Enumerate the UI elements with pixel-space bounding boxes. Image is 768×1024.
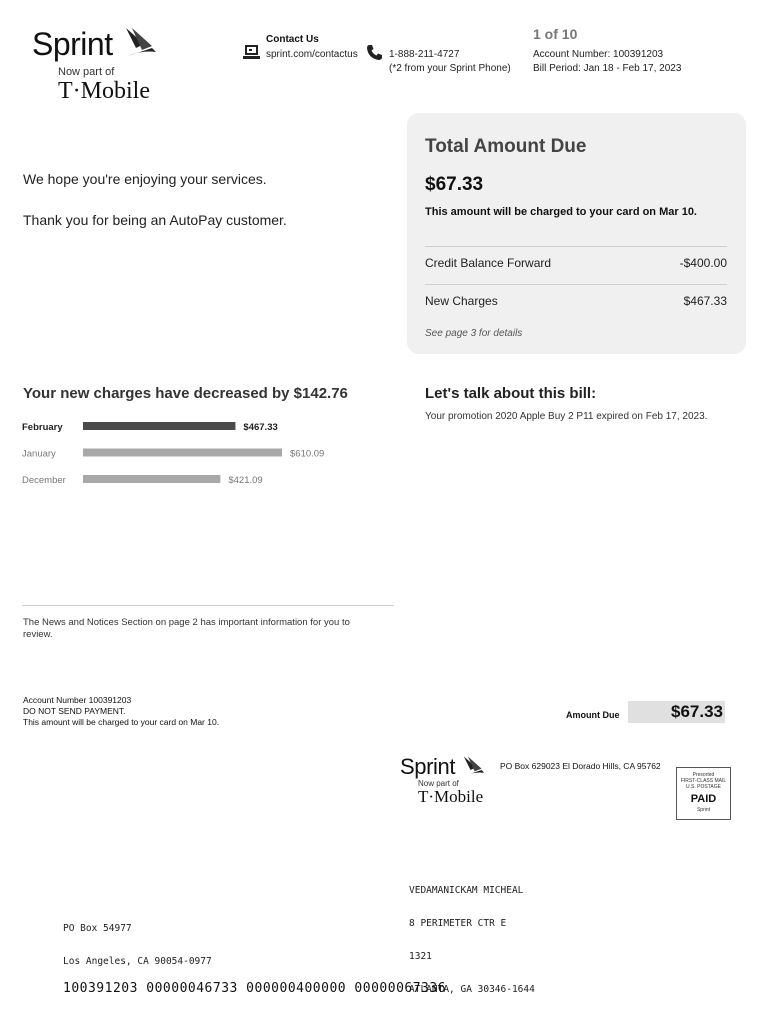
return-address <box>63 901 212 978</box>
amount-due-box <box>628 701 725 723</box>
stub-account-number: Account Number 100391203 <box>23 695 132 705</box>
divider <box>425 284 727 285</box>
news-notice: The News and Notices Section on page 2 has important information for you to review. <box>23 617 350 640</box>
recipient-line: 8 PERIMETER CTR E <box>409 918 507 929</box>
greeting-line-2: Thank you for being an AutoPay customer. <box>23 212 287 228</box>
charges-bar-chart <box>20 414 360 494</box>
bar-category-label: January <box>22 448 56 460</box>
return-address-line: Los Angeles, CA 90054-0977 <box>63 956 212 967</box>
postage-presorted: Presorted <box>692 772 715 778</box>
laptop-icon <box>243 44 260 60</box>
bar-category-label: December <box>22 475 66 486</box>
logo-now-part-of: Now part of <box>58 66 115 78</box>
total-title: Total Amount Due <box>425 136 587 157</box>
recipient-line: VEDAMANICKAM MICHEAL <box>409 885 524 896</box>
charges-title: Your new charges have decreased by $142.76 <box>23 385 348 402</box>
promotion-note: Your promotion 2020 Apple Buy 2 P11 expired on Feb 17, 2023. <box>425 411 708 422</box>
bar-january <box>83 449 282 457</box>
recipient-line: ATLANTA, GA 30346-1644 <box>409 984 535 995</box>
stub-charge-note: This amount will be charged to your card on Mar 10. <box>23 717 220 727</box>
postage-us: U.S. POSTAGE <box>686 784 721 790</box>
postage-paid: PAID <box>690 793 717 805</box>
sprint-swoosh-icon <box>461 755 487 781</box>
bill-period: Bill Period: Jan 18 - Feb 17, 2023 <box>533 63 682 74</box>
bar-value-label: $467.33 <box>243 422 278 433</box>
section-divider <box>22 605 394 606</box>
sprint-tmobile-logo-small <box>400 754 490 808</box>
total-amount: $67.33 <box>425 174 484 195</box>
charge-note: This amount will be charged to your card on Mar 10. <box>425 206 697 218</box>
bar-category-label: February <box>22 422 63 433</box>
contact-title: Contact Us <box>266 34 319 45</box>
logo-sprint: Sprint <box>400 754 456 779</box>
amount-due-value: $67.33 <box>671 702 723 721</box>
logo-tmobile: T·Mobile <box>418 787 484 806</box>
sprint-swoosh-icon <box>122 26 160 64</box>
postage-indicia <box>676 767 731 820</box>
divider <box>425 246 727 247</box>
new-charges-label: New Charges <box>425 294 498 308</box>
return-address-line: PO Box 54977 <box>63 923 132 934</box>
contact-url-link[interactable]: sprint.com/contactus <box>266 49 358 60</box>
logo-tmobile: T·Mobile <box>58 78 150 104</box>
see-details-note: See page 3 for details <box>425 328 523 339</box>
total-amount-panel <box>407 113 746 354</box>
bar-december <box>83 475 220 483</box>
logo-sprint: Sprint <box>32 26 113 62</box>
account-number: Account Number: 100391203 <box>533 49 664 60</box>
recipient-line: 1321 <box>409 951 432 962</box>
sender-po-box: PO Box 629023 El Dorado Hills, CA 95762 <box>500 761 661 771</box>
greeting-line-1: We hope you're enjoying your services. <box>23 171 267 187</box>
stub-account-info <box>23 695 219 728</box>
bar-value-label: $421.09 <box>228 475 263 486</box>
sprint-tmobile-logo <box>30 26 165 106</box>
phone-note: (*2 from your Sprint Phone) <box>389 63 511 74</box>
credit-balance-value: -$400.00 <box>679 256 727 270</box>
phone-icon <box>366 44 383 61</box>
phone-number: 1-888-211-4727 <box>389 49 460 60</box>
amount-due-label: Amount Due <box>566 710 620 720</box>
credit-balance-label: Credit Balance Forward <box>425 256 552 270</box>
bar-value-label: $610.09 <box>290 448 325 460</box>
ocr-scan-line: 100391203 00000046733 000000400000 00000067336 <box>63 981 447 996</box>
bar-february <box>83 422 235 430</box>
page-indicator: 1 of 10 <box>533 26 578 42</box>
new-charges-value: $467.33 <box>683 294 727 308</box>
talk-title: Let's talk about this bill: <box>425 385 597 402</box>
logo-now-part-of: Now part of <box>418 779 459 788</box>
stub-do-not-send: DO NOT SEND PAYMENT. <box>23 706 126 716</box>
postage-class: FIRST-CLASS MAIL <box>680 778 727 784</box>
postage-sender: Sprint <box>696 807 711 813</box>
